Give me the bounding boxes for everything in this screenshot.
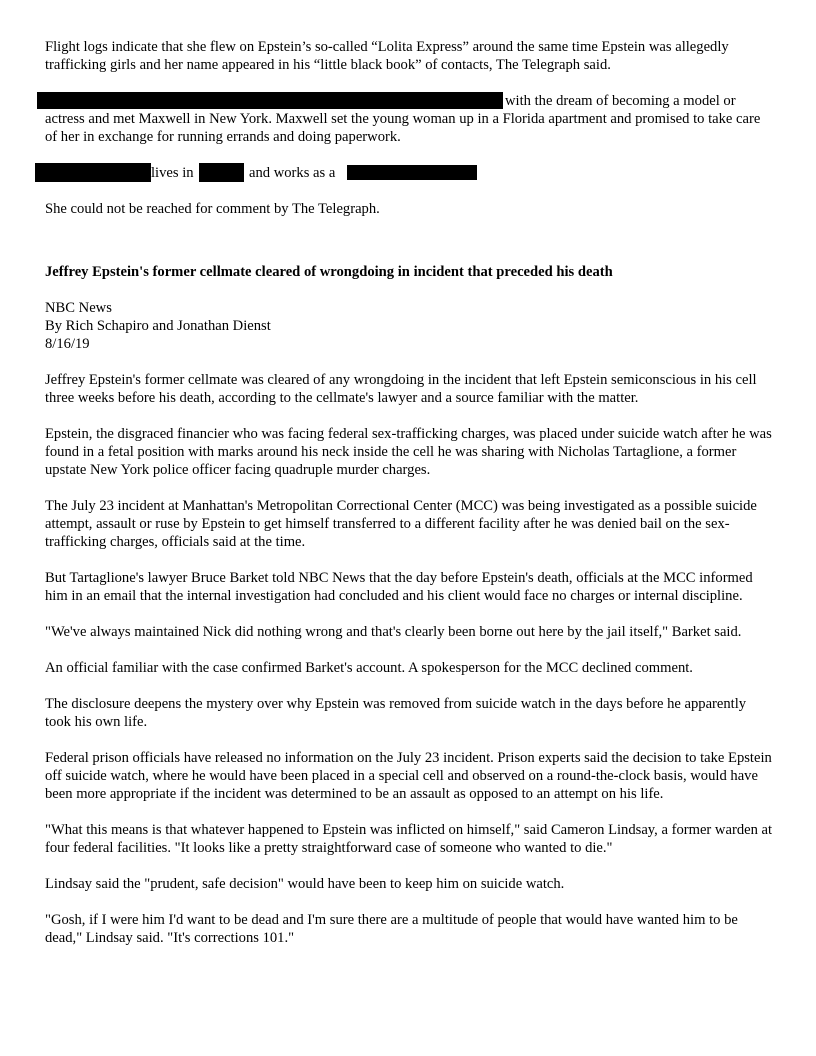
article-source: NBC News	[45, 300, 112, 316]
redaction-bar	[35, 163, 151, 182]
article-paragraph: Jeffrey Epstein's former cellmate was cleared of any wrongdoing in the incident that left Epstein semiconscious in his cell three weeks before his death, according to the cellmate's lawyer and a source familiar with the matter.	[45, 372, 757, 406]
article-paragraph: Epstein, the disgraced financier who was facing federal sex-trafficking charges, was placed under suicide watch after he was found in a fetal position with marks around his neck inside the cell he was sharing with Nicholas Tartaglione, a former upstate New York police officer facing quadruple murder charges.	[45, 426, 772, 478]
intro-paragraph-3-part-2: and works as a	[249, 165, 336, 181]
intro-paragraph-1: Flight logs indicate that she flew on Epstein’s so-called “Lolita Express” around the same time Epstein was allegedly trafficking girls and her name appeared in his “little black book” of contacts, The Telegraph said.	[45, 39, 729, 73]
article-paragraph: "What this means is that whatever happened to Epstein was inflicted on himself," said Cameron Lindsay, a former warden at four federal facilities. "It looks like a pretty straightforward case of someone who wanted to die."	[45, 822, 773, 856]
intro-paragraph-2-rest: actress and met Maxwell in New York. Maxwell set the young woman up in a Florida apartment and promised to take care of her in exchange for running errands and doing paperwork.	[45, 111, 761, 145]
intro-paragraph-2-tail: with the dream of becoming a model or	[505, 93, 736, 109]
article-paragraph: But Tartaglione's lawyer Bruce Barket told NBC News that the day before Epstein's death, officials at the MCC informed him in an email that the internal investigation had concluded and his client would face no charges or internal discipline.	[45, 570, 753, 604]
article-meta	[45, 299, 773, 353]
article-paragraph: An official familiar with the case confirmed Barket's account. A spokesperson for the MCC declined comment.	[45, 660, 693, 676]
article-paragraph: "Gosh, if I were him I'd want to be dead and I'm sure there are a multitude of people that would have wanted him to be dead," Lindsay said. "It's corrections 101."	[45, 912, 738, 946]
document-page	[45, 38, 773, 965]
article-paragraph: The July 23 incident at Manhattan's Metropolitan Correctional Center (MCC) was being investigated as a possible suicide attempt, assault or ruse by Epstein to get himself transferred to a different facility after he was denied bail on the sex-trafficking charges, officials said at the time.	[45, 498, 757, 550]
intro-paragraph-4: She could not be reached for comment by The Telegraph.	[45, 201, 380, 217]
intro-paragraph-3-part-1: lives in	[151, 165, 194, 181]
article-paragraph: Federal prison officials have released no information on the July 23 incident. Prison experts said the decision to take Epstein off suicide watch, where he would have been placed in a special cell and observed on a round-the-clock basis, would have been more appropriate if the incident was determined to be an assault as opposed to an attempt on his life.	[45, 750, 772, 802]
redaction-bar	[37, 92, 503, 109]
intro-paragraph-2	[45, 92, 773, 146]
redaction-bar	[199, 163, 244, 182]
article-date: 8/16/19	[45, 336, 90, 352]
article-paragraph: The disclosure deepens the mystery over why Epstein was removed from suicide watch in the days before he apparently took his own life.	[45, 696, 747, 730]
article-paragraph: "We've always maintained Nick did nothing wrong and that's clearly been borne out here by the jail itself," Barket said.	[45, 624, 742, 640]
article-paragraph: Lindsay said the "prudent, safe decision" would have been to keep him on suicide watch.	[45, 876, 565, 892]
redacted-line	[45, 92, 773, 110]
redaction-bar	[347, 165, 477, 180]
article-headline: Jeffrey Epstein's former cellmate cleared of wrongdoing in incident that preceded his death	[45, 264, 613, 280]
article-byline: By Rich Schapiro and Jonathan Dienst	[45, 318, 271, 334]
intro-paragraph-3	[45, 164, 773, 182]
